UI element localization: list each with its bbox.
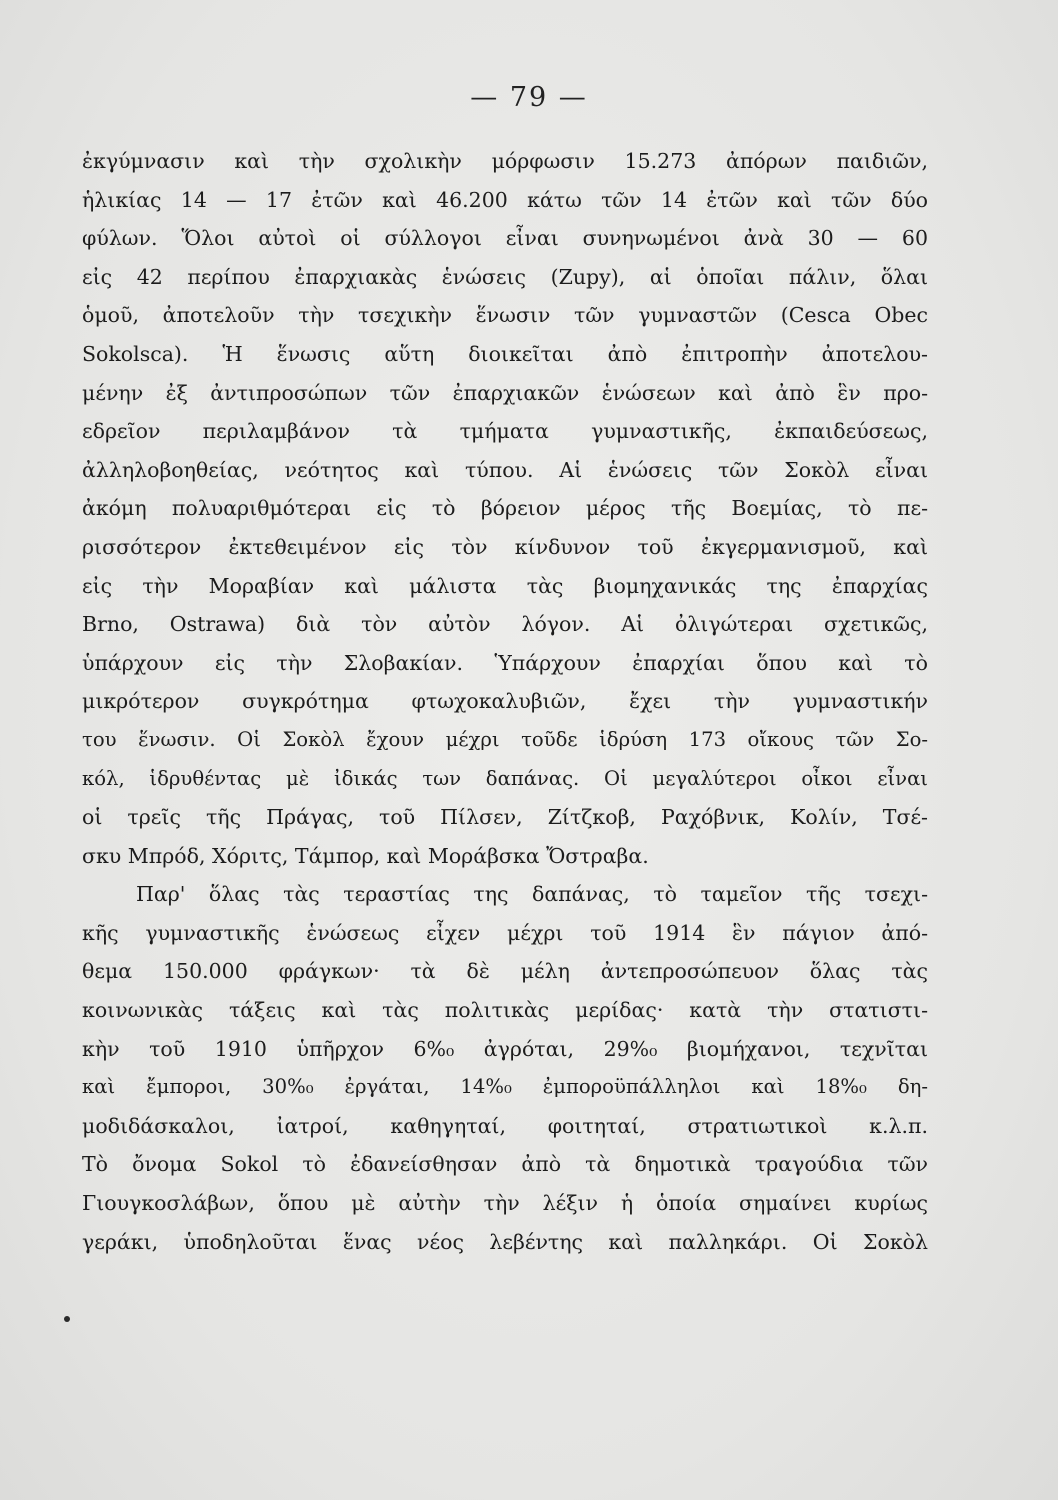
text-line: εἰς 42 περίπου ἐπαρχιακὰς ἑνώσεις (Zupy), αἱ ὁποῖαι πάλιν, ὅλαι bbox=[82, 264, 928, 289]
text-line: μένην ἐξ ἀντιπροσώπων τῶν ἐπαρχιακῶν ἑνώσεων καὶ ἀπὸ ἓν προ- bbox=[82, 380, 928, 405]
text-line: κὴν τοῦ 1910 ὑπῆρχον 6%₀ ἀγρόται, 29%₀ βιομήχανοι, τεχνῖται bbox=[82, 1036, 928, 1061]
text-line: γεράκι, ὑποδηλοῦται ἕνας νέος λεβέντης καὶ παλληκάρι. Οἱ Σοκὸλ bbox=[82, 1229, 928, 1254]
text-line: μοδιδάσκαλοι, ἰατροί, καθηγηταί, φοιτηταί, στρατιωτικοὶ κ.λ.π. bbox=[82, 1113, 928, 1138]
text-line: ὑπάρχουν εἰς τὴν Σλοβακίαν. Ὑπάρχουν ἐπαρχίαι ὅπου καὶ τὸ bbox=[82, 650, 928, 675]
text-line: εἰς τὴν Μοραβίαν καὶ μάλιστα τὰς βιομηχανικάς της ἐπαρχίας bbox=[82, 573, 928, 598]
text-line: Παρ' ὅλας τὰς τεραστίας της δαπάνας, τὸ ταμεῖον τῆς τσεχι- bbox=[136, 882, 928, 907]
text-line: ἡλικίας 14 — 17 ἐτῶν καὶ 46.200 κάτω τῶν 14 ἐτῶν καὶ τῶν δύο bbox=[82, 187, 928, 212]
text-line: Sokolsca). Ἡ ἕνωσις αὕτη διοικεῖται ἀπὸ ἐπιτροπὴν ἀποτελου- bbox=[82, 341, 928, 366]
text-line: ὁμοῦ, ἀποτελοῦν τὴν τσεχικὴν ἕνωσιν τῶν γυμναστῶν (Cesca Obec bbox=[82, 303, 928, 328]
text-line: σκυ Μπρόδ, Χόριτς, Τάμπορ, καὶ Μοράβσκα Ὄστραβα. bbox=[82, 843, 649, 868]
text-line: εδρεῖον περιλαμβάνον τὰ τμήματα γυμναστικῆς, ἐκπαιδεύσεως, bbox=[82, 419, 928, 444]
body-text bbox=[82, 142, 928, 1261]
text-line: κοινωνικὰς τάξεις καὶ τὰς πολιτικὰς μερίδας· κατὰ τὴν στατιστι- bbox=[82, 998, 928, 1023]
text-line: Γιουγκοσλάβων, ὅπου μὲ αὐτὴν τὴν λέξιν ἡ ὁποία σημαίνει κυρίως bbox=[82, 1191, 928, 1216]
text-line: μικρότερον συγκρότημα φτωχοκαλυβιῶν, ἔχει τὴν γυμναστικήν bbox=[82, 689, 928, 714]
text-line: οἱ τρεῖς τῆς Πράγας, τοῦ Πίλσεν, Ζίτζκοβ, Ραχόβνικ, Κολίν, Τσέ- bbox=[82, 805, 928, 830]
text-line: ἀκόμη πολυαριθμότεραι εἰς τὸ βόρειον μέρος τῆς Βοεμίας, τὸ πε- bbox=[82, 496, 928, 521]
text-line: Τὸ ὄνομα Sokol τὸ ἐδανείσθησαν ἀπὸ τὰ δημοτικὰ τραγούδια τῶν bbox=[82, 1152, 928, 1177]
text-line: καὶ ἔμποροι, 30%₀ ἐργάται, 14%₀ ἐμποροϋπάλληλοι καὶ 18%₀ δη- bbox=[82, 1075, 928, 1099]
text-line: κόλ, ἱδρυθέντας μὲ ἰδικάς των δαπάνας. Οἱ μεγαλύτεροι οἶκοι εἶναι bbox=[82, 766, 928, 790]
text-line: κῆς γυμναστικῆς ἑνώσεως εἶχεν μέχρι τοῦ 1914 ἓν πάγιον ἀπό- bbox=[82, 920, 928, 945]
text-line: ἐκγύμνασιν καὶ τὴν σχολικὴν μόρφωσιν 15.273 ἀπόρων παιδιῶν, bbox=[82, 149, 928, 173]
text-line: του ἕνωσιν. Οἱ Σοκὸλ ἔχουν μέχρι τοῦδε ἱδρύση 173 οἴκους τῶν Σο- bbox=[82, 727, 928, 751]
page-number: — 79 — bbox=[470, 82, 588, 113]
ink-dot bbox=[64, 1316, 70, 1322]
text-line: Brno, Ostrawa) διὰ τὸν αὐτὸν λόγον. Αἱ ὀλιγώτεραι σχετικῶς, bbox=[82, 612, 928, 637]
text-line: φύλων. Ὅλοι αὐτοὶ οἱ σύλλογοι εἶναι συνηνωμένοι ἀνὰ 30 — 60 bbox=[82, 226, 928, 251]
text-line: θεμα 150.000 φράγκων· τὰ δὲ μέλη ἀντεπροσώπευον ὅλας τὰς bbox=[82, 959, 928, 984]
text-line: ἀλληλοβοηθείας, νεότητος καὶ τύπου. Αἱ ἑνώσεις τῶν Σοκὸλ εἶναι bbox=[82, 457, 928, 482]
text-line: ρισσότερον ἐκτεθειμένον εἰς τὸν κίνδυνον τοῦ ἐκγερμανισμοῦ, καὶ bbox=[82, 534, 928, 559]
